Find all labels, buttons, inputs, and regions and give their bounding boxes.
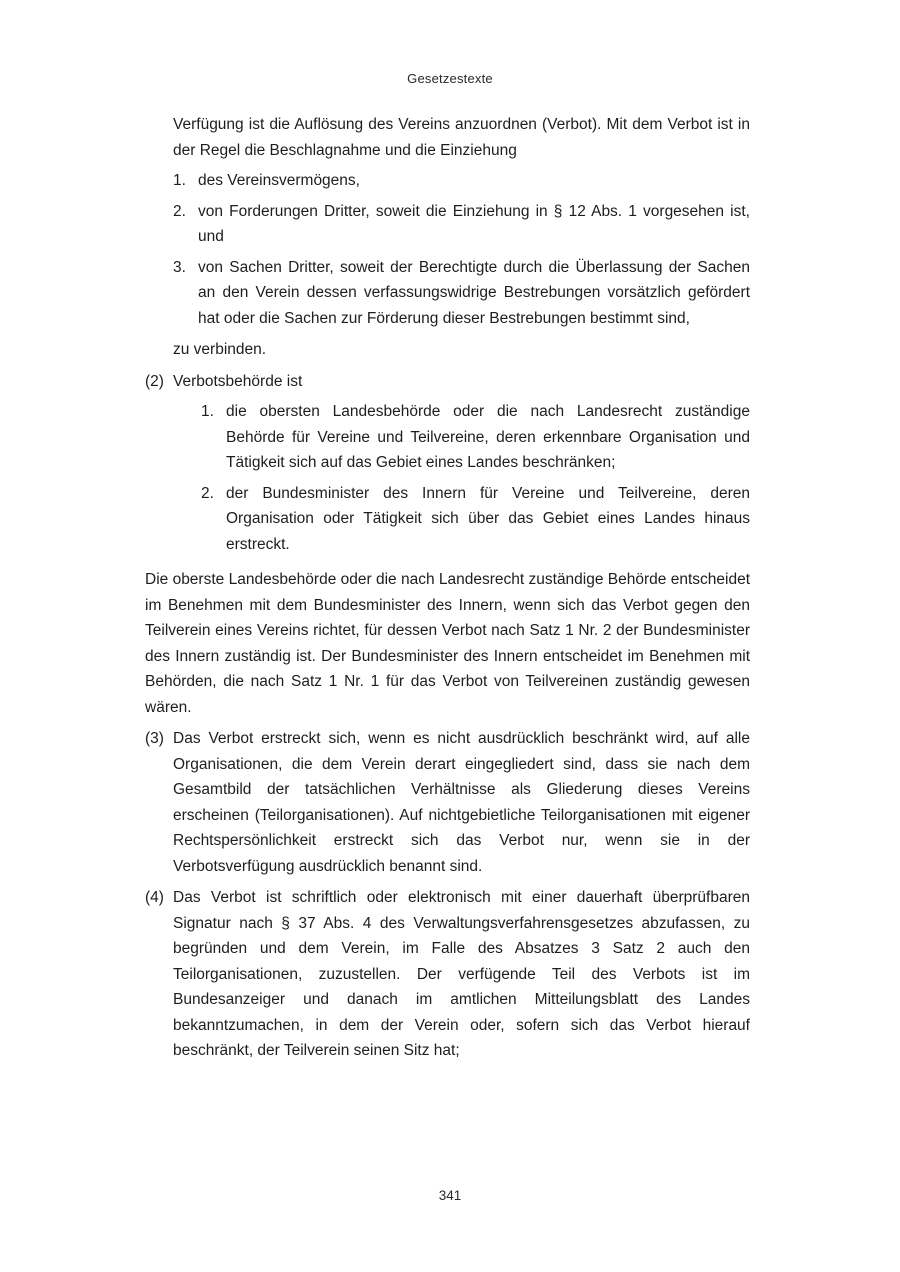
paragraph-number: (2) (145, 372, 164, 390)
paragraph-4 (145, 885, 750, 1064)
paragraph-number: (3) (145, 730, 164, 747)
item-number: 3. (173, 258, 186, 276)
item-number: 1. (173, 172, 186, 189)
paragraph-2 (145, 369, 750, 395)
page-number: 341 (438, 1188, 462, 1203)
item-text: des Vereinsvermögens, (198, 172, 360, 189)
item-text: von Sachen Dritter, soweit der Berechtigte durch die Überlassung der Sachen an den Verein dessen verfassungswidrige Bestrebungen vorsätzlich gefördert hat oder die Sachen zur Förderung dieser Bestrebungen bestimmt sind, (198, 258, 750, 327)
paragraph-2-list (173, 399, 750, 557)
list-item (201, 481, 750, 558)
list-item (201, 399, 750, 476)
paragraph-3 (145, 726, 750, 879)
paragraph-text: Das Verbot ist schriftlich oder elektronisch mit einer dauerhaft überprüfbaren Signatur nach § 37 Abs. 4 des Verwaltungsverfahrensgesetzes abzufassen, zu begründen und dem Verein, im Falle des Absatzes 3 Satz 2 auch den Teilorganisationen, zuzustellen. Der verfügende Teil des Verbots ist im Bundesanzeiger und danach im amtlichen Mitteilungsblatt des Landes bekanntzumachen, in dem der Verein oder, sofern sich das Verbot hierauf beschränkt, der Teilverein seinen Sitz hat; (173, 889, 750, 1059)
page-body (145, 112, 750, 1064)
item-number: 2. (201, 484, 214, 502)
paragraph-number: (4) (145, 889, 164, 906)
item-text: von Forderungen Dritter, soweit die Einziehung in § 12 Abs. 1 vorgesehen ist, und (198, 202, 750, 245)
list-item (173, 168, 750, 194)
list-item (173, 255, 750, 332)
intro-closing: zu verbinden. (173, 341, 267, 358)
paragraph-text: Verbotsbehörde ist (173, 372, 303, 390)
item-number: 1. (201, 403, 214, 420)
running-title: Gesetzestexte (407, 71, 493, 86)
list-item (173, 199, 750, 250)
paragraph-text: Das Verbot erstreckt sich, wenn es nicht ausdrücklich beschränkt wird, auf alle Organisationen, die dem Verein derart eingegliedert sind, dass sie nach dem Gesamtbild der tatsächlichen Verhältnisse als Gliederung dieses Vereins erscheinen (Teilorganisationen). Auf nichtgebietliche Teilorganisationen mit eigener Rechtspersönlichkeit erstreckt sich das Verbot nur, wenn sie in der Verbotsverfügung ausdrücklich benannt sind. (173, 730, 750, 875)
intro-text: Verfügung ist die Auflösung des Vereins anzuordnen (Verbot). Mit dem Verbot ist in der Regel die Beschlagnahme und die Einziehung (173, 116, 750, 159)
paragraph-2-followup: Die oberste Landesbehörde oder die nach Landesrecht zuständige Behörde entscheidet im Benehmen mit dem Bundesminister des Innern, wenn sich das Verbot gegen den Teilverein eines Vereins richtet, für dessen Verbot nach Satz 1 Nr. 2 der Bundesminister des Innern zuständig ist. Der Bundesminister des Innern entscheidet im Benehmen mit Behörden, die nach Satz 1 Nr. 1 für das Verbot von Teilvereinen zuständig gewesen wären. (145, 571, 750, 716)
item-number: 2. (173, 202, 186, 220)
item-text: die obersten Landesbehörde oder die nach Landesrecht zuständige Behörde für Vereine und Teilvereine, deren erkennbare Organisation und Tätigkeit sich auf das Gebiet eines Landes beschränken; (226, 403, 750, 471)
item-text: der Bundesminister des Innern für Vereine und Teilvereine, deren Organisation oder Tätigkeit sich über das Gebiet eines Landes hinaus erstreckt. (226, 484, 750, 553)
